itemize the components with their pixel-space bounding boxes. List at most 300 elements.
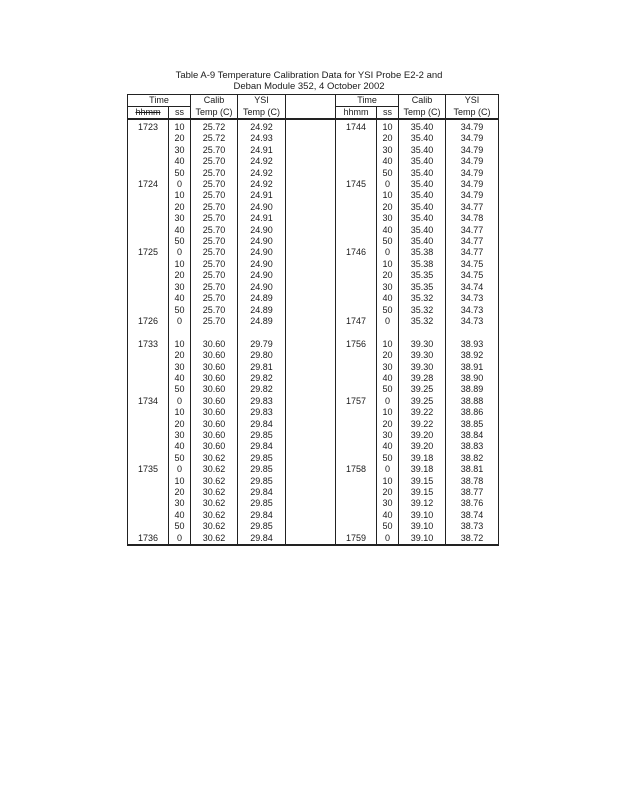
left-seconds-cell: 30 xyxy=(169,213,191,224)
left-calib-temp-cell: 30.62 xyxy=(191,510,238,521)
left-ysi-temp-cell: 24.90 xyxy=(238,270,286,281)
left-time-cell xyxy=(128,145,169,156)
gap-cell xyxy=(286,316,336,327)
gap-cell xyxy=(286,430,336,441)
left-seconds-cell: 30 xyxy=(169,498,191,509)
left-ysi-temp-cell: 24.92 xyxy=(238,156,286,167)
right-ysi-temp-cell: 34.73 xyxy=(446,316,499,327)
table-row xyxy=(128,145,499,156)
left-seconds-cell: 40 xyxy=(169,225,191,236)
left-seconds-cell: 20 xyxy=(169,350,191,361)
gap-cell xyxy=(286,190,336,201)
left-calib-temp-cell: 30.60 xyxy=(191,441,238,452)
left-time-cell xyxy=(128,202,169,213)
right-seconds-cell: 0 xyxy=(377,316,399,327)
left-calib-temp-cell: 25.70 xyxy=(191,259,238,270)
left-ysi-temp-cell: 24.90 xyxy=(238,282,286,293)
header-time-left: Time xyxy=(128,95,191,107)
left-time-cell: 1733 xyxy=(128,339,169,350)
left-ysi-temp-cell xyxy=(238,327,286,338)
table-row xyxy=(128,339,499,350)
right-seconds-cell: 0 xyxy=(377,179,399,190)
left-seconds-cell: 0 xyxy=(169,247,191,258)
gap-cell xyxy=(286,145,336,156)
left-time-cell xyxy=(128,270,169,281)
gap-cell xyxy=(286,441,336,452)
right-seconds-cell: 10 xyxy=(377,407,399,418)
gap-cell xyxy=(286,464,336,475)
left-calib-temp-cell: 25.72 xyxy=(191,133,238,144)
left-ysi-temp-cell: 29.79 xyxy=(238,339,286,350)
header-ysi-temp-left: Temp (C) xyxy=(238,107,286,120)
left-time-cell: 1735 xyxy=(128,464,169,475)
left-time-cell xyxy=(128,476,169,487)
right-time-cell xyxy=(336,362,377,373)
right-ysi-temp-cell: 34.79 xyxy=(446,179,499,190)
left-ysi-temp-cell: 24.91 xyxy=(238,213,286,224)
gap-cell xyxy=(286,119,336,133)
left-seconds-cell: 20 xyxy=(169,202,191,213)
right-seconds-cell: 10 xyxy=(377,119,399,133)
right-time-cell xyxy=(336,202,377,213)
right-ysi-temp-cell: 34.75 xyxy=(446,270,499,281)
right-ysi-temp-cell: 38.72 xyxy=(446,533,499,545)
right-calib-temp-cell: 35.40 xyxy=(399,202,446,213)
table-row xyxy=(128,202,499,213)
left-time-cell xyxy=(128,190,169,201)
left-time-cell xyxy=(128,430,169,441)
right-seconds-cell: 10 xyxy=(377,476,399,487)
left-seconds-cell: 30 xyxy=(169,282,191,293)
left-ysi-temp-cell: 29.85 xyxy=(238,453,286,464)
right-calib-temp-cell: 39.22 xyxy=(399,419,446,430)
table-row xyxy=(128,350,499,361)
table-row xyxy=(128,259,499,270)
left-calib-temp-cell: 30.62 xyxy=(191,521,238,532)
right-seconds-cell: 0 xyxy=(377,396,399,407)
right-calib-temp-cell: 39.25 xyxy=(399,396,446,407)
header-ysi-temp-right: Temp (C) xyxy=(446,107,499,120)
right-time-cell xyxy=(336,476,377,487)
left-ysi-temp-cell: 29.85 xyxy=(238,430,286,441)
right-time-cell xyxy=(336,145,377,156)
left-seconds-cell: 30 xyxy=(169,430,191,441)
caption-line-1: Table A-9 Temperature Calibration Data for YSI Probe E2-2 and xyxy=(175,70,443,81)
left-ysi-temp-cell: 24.89 xyxy=(238,305,286,316)
table-row xyxy=(128,373,499,384)
right-seconds-cell: 30 xyxy=(377,282,399,293)
gap-cell xyxy=(286,498,336,509)
right-calib-temp-cell: 39.22 xyxy=(399,407,446,418)
left-calib-temp-cell: 25.70 xyxy=(191,225,238,236)
left-calib-temp-cell: 30.62 xyxy=(191,464,238,475)
left-seconds-cell: 20 xyxy=(169,487,191,498)
gap-cell xyxy=(286,305,336,316)
right-time-cell xyxy=(336,430,377,441)
table-row xyxy=(128,236,499,247)
right-calib-temp-cell: 35.40 xyxy=(399,119,446,133)
left-seconds-cell: 10 xyxy=(169,339,191,350)
right-ysi-temp-cell: 34.74 xyxy=(446,282,499,293)
header-gap xyxy=(286,95,336,107)
right-ysi-temp-cell: 38.74 xyxy=(446,510,499,521)
right-time-cell xyxy=(336,282,377,293)
left-ysi-temp-cell: 24.89 xyxy=(238,316,286,327)
right-ysi-temp-cell: 34.73 xyxy=(446,293,499,304)
left-seconds-cell: 50 xyxy=(169,305,191,316)
left-calib-temp-cell: 30.62 xyxy=(191,487,238,498)
left-calib-temp-cell xyxy=(191,327,238,338)
left-calib-temp-cell: 25.70 xyxy=(191,213,238,224)
gap-cell xyxy=(286,225,336,236)
left-seconds-cell: 50 xyxy=(169,236,191,247)
right-calib-temp-cell: 35.40 xyxy=(399,133,446,144)
left-seconds-cell: 0 xyxy=(169,316,191,327)
left-calib-temp-cell: 30.60 xyxy=(191,419,238,430)
gap-cell xyxy=(286,453,336,464)
gap-cell xyxy=(286,476,336,487)
right-ysi-temp-cell: 34.77 xyxy=(446,202,499,213)
right-seconds-cell: 20 xyxy=(377,133,399,144)
left-time-cell xyxy=(128,133,169,144)
left-ysi-temp-cell: 24.93 xyxy=(238,133,286,144)
right-seconds-cell: 30 xyxy=(377,145,399,156)
table-row xyxy=(128,521,499,532)
left-time-cell xyxy=(128,282,169,293)
right-seconds-cell: 20 xyxy=(377,419,399,430)
right-ysi-temp-cell: 34.79 xyxy=(446,156,499,167)
right-ysi-temp-cell: 34.78 xyxy=(446,213,499,224)
right-calib-temp-cell: 35.40 xyxy=(399,225,446,236)
right-time-cell: 1759 xyxy=(336,533,377,545)
left-time-cell xyxy=(128,259,169,270)
gap-cell xyxy=(286,396,336,407)
right-time-cell xyxy=(336,293,377,304)
gap-cell xyxy=(286,213,336,224)
gap-cell xyxy=(286,327,336,338)
left-ysi-temp-cell: 29.84 xyxy=(238,441,286,452)
right-calib-temp-cell: 39.30 xyxy=(399,362,446,373)
right-time-cell xyxy=(336,384,377,395)
right-time-cell: 1758 xyxy=(336,464,377,475)
right-ysi-temp-cell: 38.88 xyxy=(446,396,499,407)
right-ysi-temp-cell: 34.77 xyxy=(446,247,499,258)
left-seconds-cell: 20 xyxy=(169,133,191,144)
left-calib-temp-cell: 25.70 xyxy=(191,305,238,316)
right-time-cell xyxy=(336,487,377,498)
left-time-cell xyxy=(128,362,169,373)
right-ysi-temp-cell: 38.92 xyxy=(446,350,499,361)
left-time-cell xyxy=(128,510,169,521)
right-calib-temp-cell: 35.35 xyxy=(399,270,446,281)
right-ysi-temp-cell: 38.85 xyxy=(446,419,499,430)
right-ysi-temp-cell: 38.86 xyxy=(446,407,499,418)
table-row xyxy=(128,156,499,167)
gap-cell xyxy=(286,270,336,281)
right-ysi-temp-cell: 34.79 xyxy=(446,168,499,179)
table-row xyxy=(128,225,499,236)
gap-cell xyxy=(286,179,336,190)
left-seconds-cell: 40 xyxy=(169,373,191,384)
gap-cell xyxy=(286,133,336,144)
right-ysi-temp-cell: 34.79 xyxy=(446,133,499,144)
right-calib-temp-cell: 35.35 xyxy=(399,282,446,293)
gap-cell xyxy=(286,168,336,179)
left-seconds-cell: 10 xyxy=(169,407,191,418)
left-seconds-cell: 50 xyxy=(169,453,191,464)
left-calib-temp-cell: 25.70 xyxy=(191,190,238,201)
gap-cell xyxy=(286,373,336,384)
right-ysi-temp-cell: 38.84 xyxy=(446,430,499,441)
left-calib-temp-cell: 25.70 xyxy=(191,156,238,167)
table-row xyxy=(128,305,499,316)
left-ysi-temp-cell: 29.84 xyxy=(238,533,286,545)
right-seconds-cell: 50 xyxy=(377,521,399,532)
right-ysi-temp-cell: 38.73 xyxy=(446,521,499,532)
right-calib-temp-cell: 39.10 xyxy=(399,510,446,521)
left-ysi-temp-cell: 29.84 xyxy=(238,487,286,498)
right-ysi-temp-cell: 38.83 xyxy=(446,441,499,452)
left-time-cell xyxy=(128,373,169,384)
right-seconds-cell: 30 xyxy=(377,498,399,509)
table-row xyxy=(128,441,499,452)
left-ysi-temp-cell: 24.89 xyxy=(238,293,286,304)
left-ysi-temp-cell: 24.90 xyxy=(238,259,286,270)
right-seconds-cell: 10 xyxy=(377,259,399,270)
left-time-cell: 1734 xyxy=(128,396,169,407)
left-ysi-temp-cell: 24.90 xyxy=(238,236,286,247)
right-calib-temp-cell xyxy=(399,327,446,338)
left-calib-temp-cell: 25.70 xyxy=(191,247,238,258)
table-row xyxy=(128,247,499,258)
left-time-cell xyxy=(128,225,169,236)
left-calib-temp-cell: 30.60 xyxy=(191,350,238,361)
left-time-cell xyxy=(128,487,169,498)
left-time-cell: 1736 xyxy=(128,533,169,545)
right-calib-temp-cell: 35.40 xyxy=(399,156,446,167)
left-time-cell xyxy=(128,156,169,167)
right-calib-temp-cell: 39.18 xyxy=(399,453,446,464)
left-seconds-cell: 50 xyxy=(169,168,191,179)
gap-cell xyxy=(286,293,336,304)
right-seconds-cell: 50 xyxy=(377,236,399,247)
right-time-cell xyxy=(336,305,377,316)
left-calib-temp-cell: 25.70 xyxy=(191,270,238,281)
gap-cell xyxy=(286,533,336,545)
header-ss-right: ss xyxy=(377,107,399,120)
left-calib-temp-cell: 25.70 xyxy=(191,179,238,190)
right-time-cell xyxy=(336,453,377,464)
left-time-cell xyxy=(128,498,169,509)
table-row xyxy=(128,119,499,133)
right-ysi-temp-cell: 38.76 xyxy=(446,498,499,509)
right-calib-temp-cell: 35.38 xyxy=(399,259,446,270)
left-ysi-temp-cell: 29.81 xyxy=(238,362,286,373)
blank-row xyxy=(128,327,499,338)
left-calib-temp-cell: 30.62 xyxy=(191,476,238,487)
right-time-cell xyxy=(336,225,377,236)
right-ysi-temp-cell: 34.77 xyxy=(446,236,499,247)
left-calib-temp-cell: 25.72 xyxy=(191,119,238,133)
left-seconds-cell: 0 xyxy=(169,464,191,475)
gap-cell xyxy=(286,521,336,532)
right-calib-temp-cell: 35.40 xyxy=(399,213,446,224)
right-time-cell: 1745 xyxy=(336,179,377,190)
right-time-cell: 1747 xyxy=(336,316,377,327)
right-calib-temp-cell: 35.38 xyxy=(399,247,446,258)
right-time-cell: 1746 xyxy=(336,247,377,258)
right-calib-temp-cell: 39.30 xyxy=(399,350,446,361)
right-time-cell xyxy=(336,510,377,521)
left-seconds-cell: 40 xyxy=(169,156,191,167)
table-row xyxy=(128,476,499,487)
right-seconds-cell: 20 xyxy=(377,270,399,281)
left-time-cell xyxy=(128,168,169,179)
left-time-cell: 1724 xyxy=(128,179,169,190)
table-row xyxy=(128,133,499,144)
gap-cell xyxy=(286,350,336,361)
table-body xyxy=(128,119,499,545)
right-ysi-temp-cell: 34.79 xyxy=(446,119,499,133)
right-ysi-temp-cell: 38.91 xyxy=(446,362,499,373)
right-time-cell xyxy=(336,498,377,509)
right-calib-temp-cell: 39.20 xyxy=(399,441,446,452)
header-time-right: Time xyxy=(336,95,399,107)
right-seconds-cell: 40 xyxy=(377,441,399,452)
header-calib-left: Calib xyxy=(191,95,238,107)
table-row xyxy=(128,430,499,441)
left-ysi-temp-cell: 24.90 xyxy=(238,225,286,236)
right-time-cell xyxy=(336,259,377,270)
left-calib-temp-cell: 25.70 xyxy=(191,145,238,156)
right-time-cell xyxy=(336,168,377,179)
table-row xyxy=(128,362,499,373)
gap-cell xyxy=(286,487,336,498)
table-row xyxy=(128,293,499,304)
left-calib-temp-cell: 30.62 xyxy=(191,498,238,509)
left-calib-temp-cell: 25.70 xyxy=(191,282,238,293)
right-seconds-cell: 40 xyxy=(377,156,399,167)
table-row xyxy=(128,179,499,190)
header-calib-temp-right: Temp (C) xyxy=(399,107,446,120)
right-ysi-temp-cell: 34.79 xyxy=(446,145,499,156)
header-ysi-right: YSI xyxy=(446,95,499,107)
gap-cell xyxy=(286,156,336,167)
right-ysi-temp-cell: 38.78 xyxy=(446,476,499,487)
table-row xyxy=(128,533,499,545)
left-seconds-cell: 50 xyxy=(169,384,191,395)
right-seconds-cell: 20 xyxy=(377,350,399,361)
right-ysi-temp-cell xyxy=(446,327,499,338)
right-ysi-temp-cell: 34.73 xyxy=(446,305,499,316)
table-row xyxy=(128,453,499,464)
left-ysi-temp-cell: 29.85 xyxy=(238,498,286,509)
gap-cell xyxy=(286,202,336,213)
table-row xyxy=(128,396,499,407)
table-row xyxy=(128,168,499,179)
right-time-cell xyxy=(336,407,377,418)
left-ysi-temp-cell: 29.82 xyxy=(238,373,286,384)
right-seconds-cell: 10 xyxy=(377,339,399,350)
left-seconds-cell: 40 xyxy=(169,510,191,521)
left-ysi-temp-cell: 29.85 xyxy=(238,464,286,475)
table-caption xyxy=(0,70,618,92)
right-seconds-cell: 50 xyxy=(377,453,399,464)
left-ysi-temp-cell: 29.82 xyxy=(238,384,286,395)
left-calib-temp-cell: 30.62 xyxy=(191,453,238,464)
right-calib-temp-cell: 35.32 xyxy=(399,316,446,327)
table-row xyxy=(128,419,499,430)
left-seconds-cell: 20 xyxy=(169,419,191,430)
left-calib-temp-cell: 25.70 xyxy=(191,168,238,179)
left-ysi-temp-cell: 24.91 xyxy=(238,190,286,201)
right-ysi-temp-cell: 38.90 xyxy=(446,373,499,384)
left-calib-temp-cell: 30.60 xyxy=(191,407,238,418)
right-seconds-cell: 30 xyxy=(377,362,399,373)
gap-cell xyxy=(286,510,336,521)
right-time-cell: 1756 xyxy=(336,339,377,350)
left-calib-temp-cell: 30.60 xyxy=(191,373,238,384)
left-seconds-cell: 30 xyxy=(169,362,191,373)
table-row xyxy=(128,190,499,201)
table-row xyxy=(128,282,499,293)
header-ss-left: ss xyxy=(169,107,191,120)
left-ysi-temp-cell: 24.90 xyxy=(238,202,286,213)
right-time-cell xyxy=(336,521,377,532)
left-seconds-cell: 0 xyxy=(169,396,191,407)
left-time-cell xyxy=(128,305,169,316)
right-ysi-temp-cell: 38.81 xyxy=(446,464,499,475)
right-calib-temp-cell: 39.18 xyxy=(399,464,446,475)
gap-cell xyxy=(286,259,336,270)
right-calib-temp-cell: 39.12 xyxy=(399,498,446,509)
right-time-cell xyxy=(336,441,377,452)
right-seconds-cell xyxy=(377,327,399,338)
gap-cell xyxy=(286,339,336,350)
right-ysi-temp-cell: 38.82 xyxy=(446,453,499,464)
right-calib-temp-cell: 39.28 xyxy=(399,373,446,384)
left-ysi-temp-cell: 24.91 xyxy=(238,145,286,156)
left-calib-temp-cell: 25.70 xyxy=(191,202,238,213)
left-seconds-cell: 40 xyxy=(169,441,191,452)
left-time-cell xyxy=(128,441,169,452)
right-calib-temp-cell: 35.40 xyxy=(399,168,446,179)
right-seconds-cell: 30 xyxy=(377,213,399,224)
right-calib-temp-cell: 35.40 xyxy=(399,179,446,190)
right-seconds-cell: 50 xyxy=(377,305,399,316)
left-calib-temp-cell: 30.60 xyxy=(191,430,238,441)
left-seconds-cell: 0 xyxy=(169,179,191,190)
left-time-cell xyxy=(128,407,169,418)
left-time-cell xyxy=(128,236,169,247)
right-calib-temp-cell: 35.32 xyxy=(399,293,446,304)
right-time-cell xyxy=(336,373,377,384)
calibration-table xyxy=(127,94,499,546)
gap-cell xyxy=(286,236,336,247)
left-ysi-temp-cell: 24.92 xyxy=(238,119,286,133)
gap-cell xyxy=(286,282,336,293)
left-time-cell xyxy=(128,293,169,304)
table-row xyxy=(128,464,499,475)
left-ysi-temp-cell: 24.92 xyxy=(238,179,286,190)
right-time-cell xyxy=(336,133,377,144)
left-calib-temp-cell: 30.62 xyxy=(191,533,238,545)
gap-cell xyxy=(286,384,336,395)
right-calib-temp-cell: 35.40 xyxy=(399,145,446,156)
right-seconds-cell: 50 xyxy=(377,168,399,179)
left-ysi-temp-cell: 29.80 xyxy=(238,350,286,361)
left-ysi-temp-cell: 29.84 xyxy=(238,510,286,521)
